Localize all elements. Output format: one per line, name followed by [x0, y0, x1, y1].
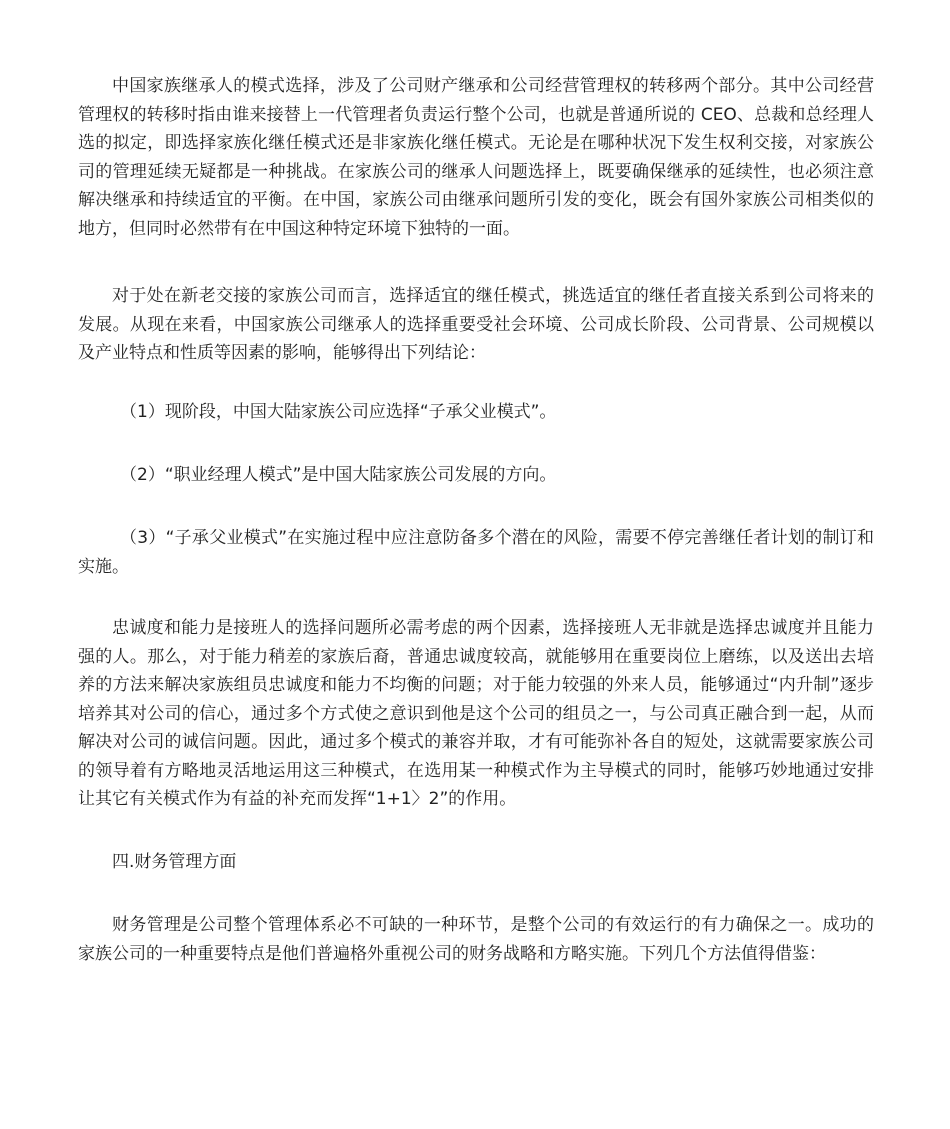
list-item-conclusion-1: （1）现阶段，中国大陆家族公司应选择“子承父业模式”。 [120, 402, 557, 422]
list-item-conclusion-2: （2）“职业经理人模式”是中国大陆家族公司发展的方向。 [120, 465, 557, 485]
section-heading-finance: 四.财务管理方面 [112, 852, 237, 872]
paragraph-loyalty-ability: 忠诚度和能力是接班人的选择问题所必需考虑的两个因素，选择接班人无非就是选择忠诚度并且能力强的人。那么，对于能力稍差的家族后裔，普通忠诚度较高，就能够用在重要岗位上磨练，以及送出去培养的方法来解决家族组员忠诚度和能力不均衡的问题；对于能力较强的外来人员，能够通过“内升制”逐步培养其对公司的信心，通过多个方式使之意识到他是这个公司的组员之一，与公司真正融合到一起，从而解决对公司的诚信问题。因此，通过多个模式的兼容并取，才有可能弥补各自的短处，这就需要家族公司的领导着有方略地灵活地运用这三种模式，在选用某一种模式作为主导模式的同时，能够巧妙地通过安排让其它有关模式作为有益的补充而发挥“1+1〉2”的作用。 [78, 618, 874, 809]
list-item-conclusion-3: （3）“子承父业模式”在实施过程中应注意防备多个潜在的风险，需要不停完善继任者计划的制订和实施。 [78, 528, 874, 577]
paragraph-successor-choice: 对于处在新老交接的家族公司而言，选择适宜的继任模式，挑选适宜的继任者直接关系到公司将来的发展。从现在来看，中国家族公司继承人的选择重要受社会环境、公司成长阶段、公司背景、公司规模以及产业特点和性质等因素的影响，能够得出下列结论： [78, 286, 874, 363]
paragraph-financial-management: 财务管理是公司整个管理体系必不可缺的一种环节，是整个公司的有效运行的有力确保之一。成功的家族公司的一种重要特点是他们普遍格外重视公司的财务战略和方略实施。下列几个方法值得借鉴： [78, 915, 874, 964]
paragraph-succession-model: 中国家族继承人的模式选择，涉及了公司财产继承和公司经营管理权的转移两个部分。其中公司经营管理权的转移时指由谁来接替上一代管理者负责运行整个公司，也就是普通所说的 CEO、总裁和总经理人选的拟定，即选择家族化继任模式还是非家族化继任模式。无论是在哪种状况下发生权利交接，对家族公司的管理延续无疑都是一种挑战。在家族公司的继承人问题选择上，既要确保继承的延续性，也必须注意解决继承和持续适宜的平衡。在中国，家族公司由继承问题所引发的变化，既会有国外家族公司相类似的地方，但同时必然带有在中国这种特定环境下独特的一面。 [78, 76, 874, 239]
